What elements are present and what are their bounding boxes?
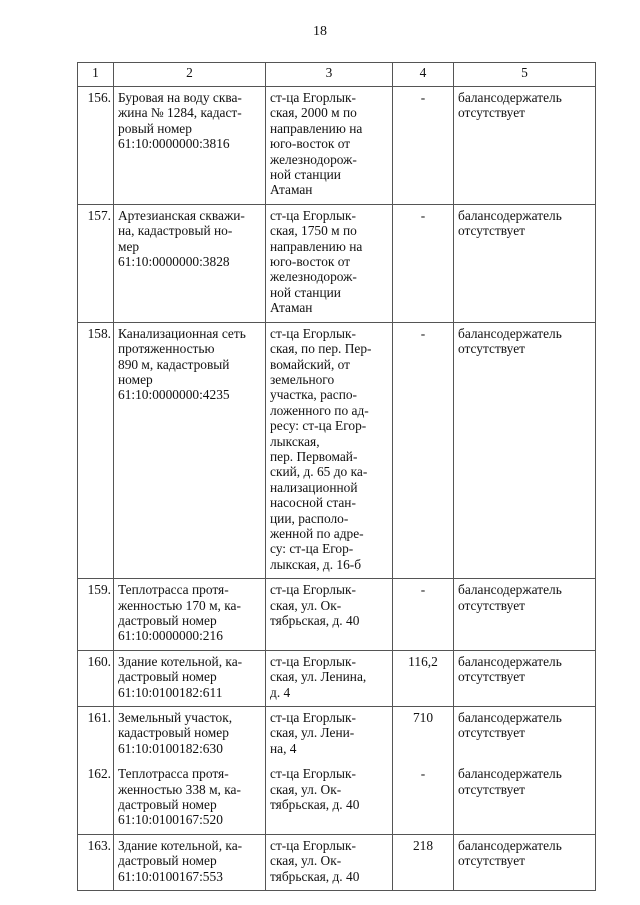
address-line: ская, по пер. Пер- [270,341,372,357]
object-name-cell [114,322,266,579]
area-cell: 218 [393,834,454,890]
address-line: ская, ул. Ок- [270,853,342,869]
object-name-cell [114,650,266,706]
name-line: 61:10:0100182:630 [118,740,223,756]
name-line: Теплотрасса протя- [118,582,229,598]
area-cell: - [393,204,454,322]
address-line: ст-ца Егорлык- [270,90,356,105]
holder-line: балансодержатель [458,582,562,598]
address-cell [266,758,393,834]
row-number: 156. [78,87,114,205]
balance-holder-cell [454,707,596,759]
area-cell: 710 [393,707,454,759]
address-line: су: ст-ца Егор- [270,541,354,557]
name-line: ровый номер [118,120,192,136]
table-row [78,707,596,759]
address-line: ст-ца Егорлык- [270,325,356,341]
name-line: мер [118,238,140,254]
address-line: направлению на [270,120,363,136]
name-line: Земельный участок, [118,710,233,726]
address-line: вомайский, от [270,356,351,372]
column-header: 4 [393,63,454,87]
address-cell [266,87,393,205]
name-line: 61:10:0100167:520 [118,812,223,828]
address-cell [266,322,393,579]
object-name-cell [114,834,266,890]
address-line: направлению на [270,238,363,254]
holder-line: балансодержатель [458,837,562,853]
name-line: женностью 338 м, ка- [118,781,241,797]
object-name-cell [114,87,266,205]
address-cell [266,579,393,651]
name-line: дастровый номер [118,669,217,685]
column-header: 5 [454,63,596,87]
address-cell [266,650,393,706]
column-header: 3 [266,63,393,87]
holder-line: балансодержатель [458,710,562,726]
name-line: 61:10:0100167:553 [118,868,223,884]
address-line: ной станции [270,284,341,300]
row-number: 161. [78,707,114,759]
row-number: 157. [78,204,114,322]
registry-body [78,87,596,891]
name-line: номер [118,371,153,387]
address-line: ская, ул. Ленина, [270,669,367,685]
address-line: лыкская, д. 16-б [270,556,362,572]
name-line: дастровый номер [118,797,217,813]
name-line: на, кадастровый но- [118,223,233,239]
object-name-cell [114,707,266,759]
name-line: женностью 170 м, ка- [118,597,241,613]
address-line: ст-ца Егорлык- [270,766,356,782]
balance-holder-cell [454,322,596,579]
name-line: протяженностью [118,341,215,357]
holder-line: балансодержатель [458,766,562,782]
holder-line: отсутствует [458,597,525,613]
area-cell: - [393,87,454,205]
address-line: ной станции [270,167,341,183]
name-line: дастровый номер [118,613,217,628]
address-line: железнодорож- [270,151,357,167]
address-line: ский, д. 65 до ка- [270,464,368,480]
name-line: Теплотрасса протя- [118,766,229,782]
holder-line: балансодержатель [458,325,562,341]
name-line: дастровый номер [118,853,217,869]
name-line: 61:10:0000000:4235 [118,387,230,403]
address-cell [266,204,393,322]
area-cell: - [393,579,454,651]
balance-holder-cell [454,579,596,651]
name-line: Канализационная сеть [118,325,246,341]
name-line: 61:10:0000000:3816 [118,136,230,152]
row-number: 162. [78,758,114,834]
name-line: 61:10:0100182:611 [118,684,223,700]
column-header: 2 [114,63,266,87]
address-line: Атаман [270,182,313,198]
holder-line: отсутствует [458,669,525,685]
column-header: 1 [78,63,114,87]
address-line: ст-ца Егорлык- [270,653,356,669]
balance-holder-cell [454,758,596,834]
row-number: 159. [78,579,114,651]
table-row [78,204,596,322]
holder-line: отсутствует [458,781,525,797]
table-row [78,834,596,890]
name-line: Здание котельной, ка- [118,837,243,853]
name-line: 61:10:0000000:216 [118,628,223,644]
address-line: тябрьская, д. 40 [270,868,360,884]
address-line: участка, распо- [270,387,358,403]
area-cell: - [393,758,454,834]
holder-line: балансодержатель [458,207,562,223]
name-line: 61:10:0000000:3828 [118,254,230,270]
holder-line: отсутствует [458,105,525,121]
holder-line: балансодержатель [458,90,562,105]
address-line: ская, 1750 м по [270,223,357,239]
address-cell [266,707,393,759]
object-name-cell [114,579,266,651]
table-row [78,758,596,834]
property-registry-table [77,62,596,891]
holder-line: отсутствует [458,725,525,741]
name-line: Артезианская скважи- [118,207,245,223]
address-line: железнодорож- [270,269,357,285]
holder-line: балансодержатель [458,653,562,669]
table-row [78,579,596,651]
row-number: 163. [78,834,114,890]
address-line: Атаман [270,300,313,316]
name-line: 890 м, кадастровый [118,356,230,372]
address-line: ская, 2000 м по [270,105,357,121]
address-line: юго-восток от [270,136,351,152]
address-line: тябрьская, д. 40 [270,613,360,628]
row-number: 158. [78,322,114,579]
balance-holder-cell [454,650,596,706]
address-line: юго-восток от [270,254,351,270]
name-line: Буровая на воду сква- [118,90,242,105]
address-line: ложенного по ад- [270,402,369,418]
table-row [78,650,596,706]
row-number: 160. [78,650,114,706]
address-line: д. 4 [270,684,291,700]
object-name-cell [114,758,266,834]
address-line: ская, ул. Лени- [270,725,355,741]
address-line: на, 4 [270,740,297,756]
address-line: тябрьская, д. 40 [270,797,360,813]
balance-holder-cell [454,87,596,205]
address-line: ции, располо- [270,510,349,526]
address-line: ская, ул. Ок- [270,597,342,613]
holder-line: отсутствует [458,853,525,869]
address-line: ст-ца Егорлык- [270,837,356,853]
name-line: Здание котельной, ка- [118,653,243,669]
area-cell: - [393,322,454,579]
address-line: ст-ца Егорлык- [270,710,356,726]
column-number-row [78,63,596,87]
object-name-cell [114,204,266,322]
table-row [78,322,596,579]
address-line: женной по адре- [270,525,364,541]
holder-line: отсутствует [458,341,525,357]
name-line: жина № 1284, кадаст- [118,105,242,121]
table-row [78,87,596,205]
address-line: пер. Первомай- [270,448,358,464]
area-cell: 116,2 [393,650,454,706]
address-line: ст-ца Егорлык- [270,582,356,598]
address-line: ская, ул. Ок- [270,781,342,797]
address-line: ст-ца Егорлык- [270,207,356,223]
name-line: кадастровый номер [118,725,229,741]
balance-holder-cell [454,204,596,322]
address-line: насосной стан- [270,495,356,511]
address-line: лыкская, [270,433,320,449]
address-line: нализационной [270,479,358,495]
holder-line: отсутствует [458,223,525,239]
page-number: 18 [313,24,327,39]
balance-holder-cell [454,834,596,890]
address-line: земельного [270,371,335,387]
address-cell [266,834,393,890]
address-line: ресу: ст-ца Егор- [270,418,367,434]
